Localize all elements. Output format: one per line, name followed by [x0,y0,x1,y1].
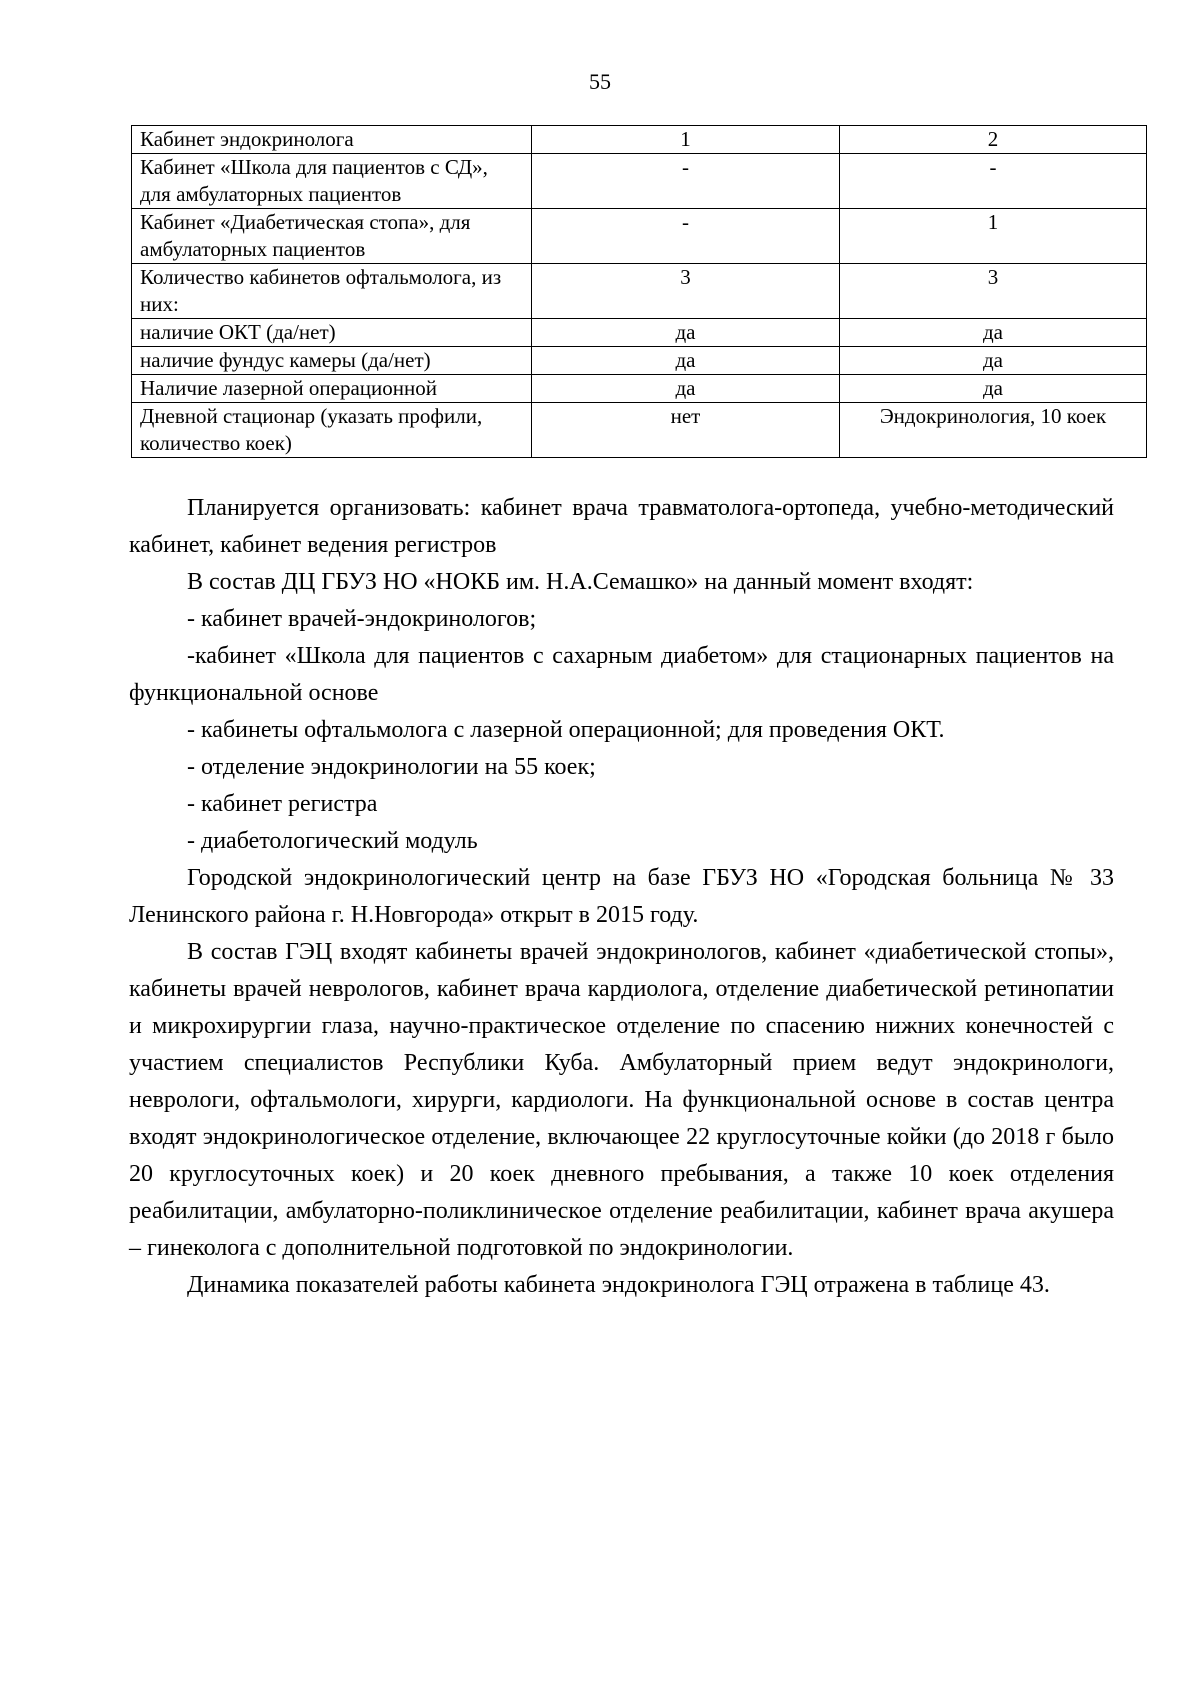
table-cell: 3 [532,264,840,319]
paragraph: Динамика показателей работы кабинета эндокринолога ГЭЦ отражена в таблице 43. [187,1272,1050,1298]
equipment-table [131,125,1147,458]
table-cell: да [840,347,1147,375]
table-cell: - [840,154,1147,209]
table-row [132,264,1147,319]
table-row [132,126,1147,154]
table-row [132,209,1147,264]
list-item: -кабинет «Школа для пациентов с сахарным диабетом» для стационарных пациентов на функциональной основе [129,643,1114,706]
table-cell: Кабинет «Школа для пациентов с СД», для амбулаторных пациентов [132,154,532,209]
table-cell: да [532,347,840,375]
table-row [132,347,1147,375]
table-cell: 1 [840,209,1147,264]
list-item: - кабинет регистра [187,791,378,817]
list-item: - диабетологический модуль [187,828,478,854]
paragraph: Городской эндокринологический центр на базе ГБУЗ НО «Городская больница № 33 Ленинского района г. Н.Новгорода» открыт в 2015 году. [129,865,1114,928]
table-cell: наличие фундус камеры (да/нет) [132,347,532,375]
table-cell: - [532,209,840,264]
list-item: - кабинет врачей-эндокринологов; [187,606,537,632]
table-cell: да [532,319,840,347]
table-cell: 2 [840,126,1147,154]
paragraph: В состав ГЭЦ входят кабинеты врачей эндокринологов, кабинет «диабетической стопы», кабинеты врачей неврологов, кабинет врача кардиолога, отделение диабетической ретинопатии и микрохирургии глаза, научно-практическое отделение по спасению нижних конечностей с участием специалистов Республики Куба. Амбулаторный прием ведут эндокринологи, неврологи, офтальмологи, хирурги, кардиологи. На функциональной основе в состав центра входят эндокринологическое отделение, включающее 22 круглосуточные койки (до 2018 г было 20 круглосуточных коек) и 20 коек дневного пребывания, а также 10 коек отделения реабилитации, амбулаторно-поликлиническое отделение реабилитации, кабинет врача акушера – гинеколога с дополнительной подготовкой по эндокринологии. [129,939,1114,1261]
table-cell: 1 [532,126,840,154]
table-cell: да [840,319,1147,347]
page-number: 55 [589,69,611,94]
table-cell: нет [532,403,840,458]
table-cell: да [532,375,840,403]
body-text [129,490,1114,1304]
table-cell: Дневной стационар (указать профили, количество коек) [132,403,532,458]
list-item: - кабинеты офтальмолога с лазерной операционной; для проведения ОКТ. [187,717,945,743]
paragraph: В состав ДЦ ГБУЗ НО «НОКБ им. Н.А.Семашко» на данный момент входят: [187,569,974,595]
table-cell: да [840,375,1147,403]
paragraph: Планируется организовать: кабинет врача травматолога-ортопеда, учебно-методический кабинет, кабинет ведения регистров [129,495,1114,558]
table-cell: Количество кабинетов офтальмолога, из них: [132,264,532,319]
table-row [132,375,1147,403]
table-cell: наличие ОКТ (да/нет) [132,319,532,347]
table-row [132,403,1147,458]
table-cell: Наличие лазерной операционной [132,375,532,403]
table-cell: - [532,154,840,209]
table-cell: Кабинет эндокринолога [132,126,532,154]
table-row [132,319,1147,347]
table-cell: Кабинет «Диабетическая стопа», для амбулаторных пациентов [132,209,532,264]
list-item: - отделение эндокринологии на 55 коек; [187,754,596,780]
table-cell: Эндокринология, 10 коек [840,403,1147,458]
table-cell: 3 [840,264,1147,319]
table-row [132,154,1147,209]
